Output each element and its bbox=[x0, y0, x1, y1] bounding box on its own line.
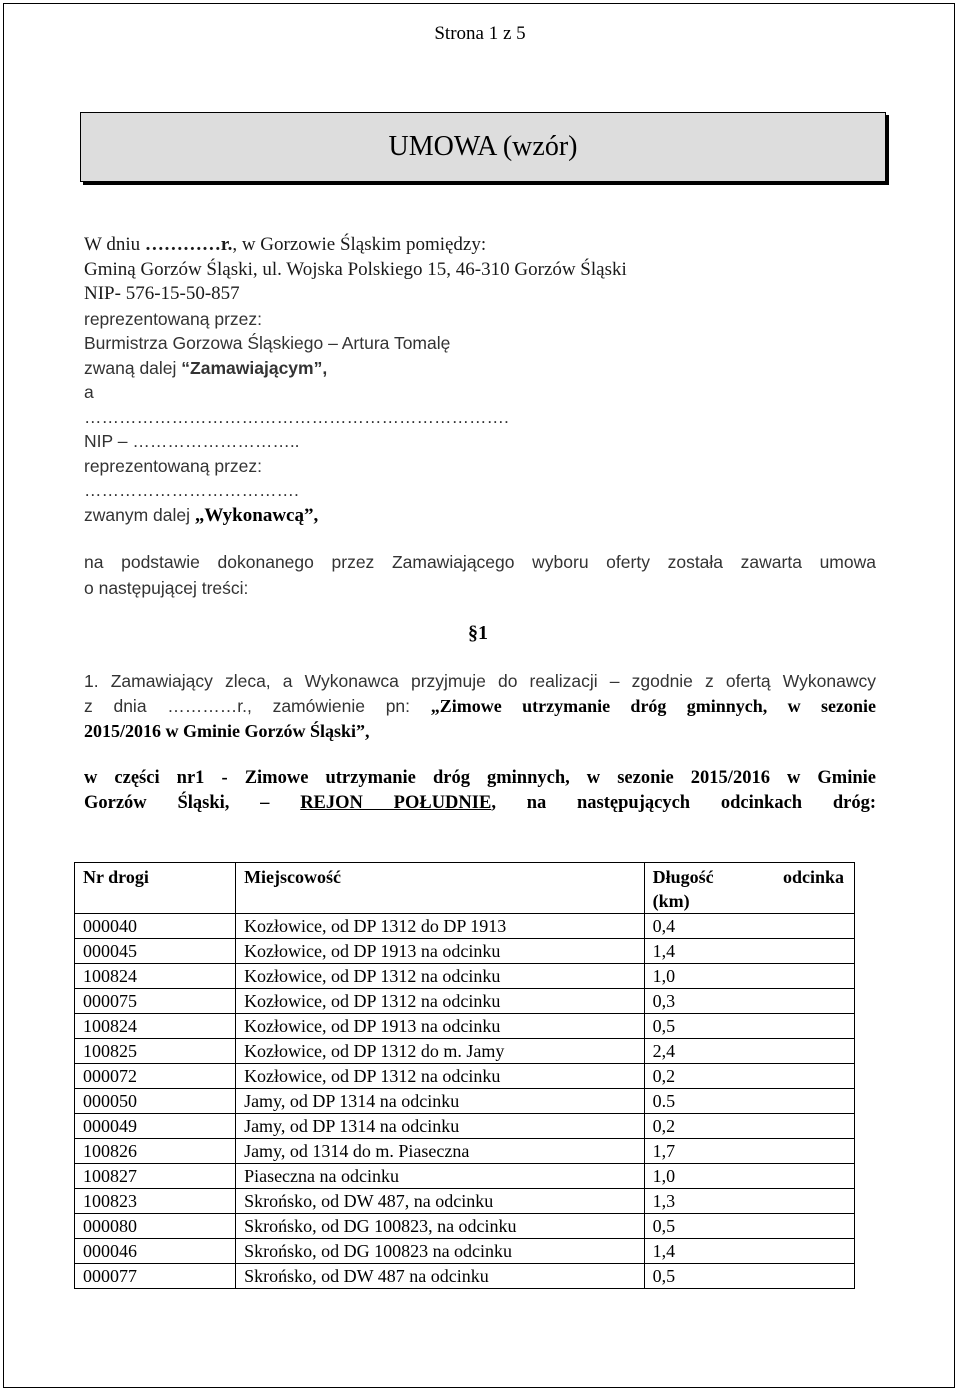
locality-cell: Piaseczna na odcinku bbox=[236, 1164, 645, 1189]
contractor-nip: NIP – ……………………….. bbox=[84, 431, 300, 451]
part-prefix: Gorzów Śląski, – bbox=[84, 793, 270, 813]
called-contractor-line bbox=[84, 503, 884, 529]
clause-date: z dnia …………r. bbox=[84, 696, 247, 716]
clause-line-3: 2015/2016 w Gminie Gorzów Śląski”, bbox=[84, 721, 370, 741]
road-number-cell: 100827 bbox=[75, 1164, 236, 1189]
header-locality: Miejscowość bbox=[236, 863, 645, 914]
date-prefix: W dniu bbox=[84, 234, 145, 255]
length-cell: 1,0 bbox=[644, 964, 854, 989]
locality-cell: Kozłowice, od DP 1312 na odcinku bbox=[236, 989, 645, 1014]
title-box bbox=[80, 112, 886, 182]
locality-cell: Skrońsko, od DG 100823, na odcinku bbox=[236, 1214, 645, 1239]
table-body bbox=[75, 914, 855, 1289]
representative-placeholder: ………………………………. bbox=[84, 480, 299, 500]
road-number-cell: 100824 bbox=[75, 964, 236, 989]
order-name-start: „Zimowe utrzymanie dróg gminnych, w sezonie bbox=[430, 696, 876, 716]
table-header-row bbox=[75, 863, 855, 914]
called-prefix-2: zwanym dalej bbox=[84, 504, 195, 525]
road-number-cell: 000077 bbox=[75, 1264, 236, 1289]
part-suffix: , na następujących odcinkach dróg: bbox=[491, 793, 876, 813]
locality-cell: Jamy, od DP 1314 na odcinku bbox=[236, 1114, 645, 1139]
document-title: UMOWA (wzór) bbox=[388, 131, 578, 162]
parties-section bbox=[84, 233, 884, 528]
table-row bbox=[75, 939, 855, 964]
road-number-cell: 000040 bbox=[75, 914, 236, 939]
length-cell: 0,5 bbox=[644, 1214, 854, 1239]
intro-paragraph bbox=[84, 549, 876, 601]
and-line: a bbox=[84, 382, 94, 402]
part-line-1: w części nr1 - Zimowe utrzymanie dróg gminnych, w sezonie 2015/2016 w Gminie bbox=[84, 768, 876, 788]
length-cell: 1,0 bbox=[644, 1164, 854, 1189]
table-row bbox=[75, 1189, 855, 1214]
clause-1 bbox=[84, 669, 876, 744]
locality-cell: Kozłowice, od DP 1312 na odcinku bbox=[236, 964, 645, 989]
length-cell: 0.5 bbox=[644, 1089, 854, 1114]
table-row bbox=[75, 1139, 855, 1164]
header-length-word1: Długość bbox=[652, 867, 714, 887]
table-row bbox=[75, 1239, 855, 1264]
length-cell: 0,5 bbox=[644, 1014, 854, 1039]
represented-by-label-2: reprezentowaną przez: bbox=[84, 455, 263, 476]
road-number-cell: 000046 bbox=[75, 1239, 236, 1264]
table-row bbox=[75, 989, 855, 1014]
road-number-cell: 000075 bbox=[75, 989, 236, 1014]
length-cell: 1,4 bbox=[644, 1239, 854, 1264]
road-number-cell: 000050 bbox=[75, 1089, 236, 1114]
length-cell: 0,2 bbox=[644, 1064, 854, 1089]
region-name: REJON POŁUDNIE bbox=[300, 793, 492, 813]
road-number-cell: 000072 bbox=[75, 1064, 236, 1089]
mayor-line: Burmistrza Gorzowa Śląskiego – Artura Tomalę bbox=[84, 333, 451, 353]
locality-cell: Jamy, od DP 1314 na odcinku bbox=[236, 1089, 645, 1114]
clause-order-label: , zamówienie pn: bbox=[247, 696, 431, 716]
header-road-no: Nr drogi bbox=[75, 863, 236, 914]
length-cell: 0,2 bbox=[644, 1114, 854, 1139]
page-counter: Strona 1 z 5 bbox=[434, 23, 526, 44]
called-prefix: zwaną dalej bbox=[84, 357, 182, 378]
length-cell: 0,5 bbox=[644, 1264, 854, 1289]
header-length-unit: (km) bbox=[652, 891, 690, 911]
intro-line-1: na podstawie dokonanego przez Zamawiającego wyboru oferty została zawarta umowa bbox=[84, 552, 876, 572]
locality-cell: Kozłowice, od DP 1312 na odcinku bbox=[236, 1064, 645, 1089]
length-cell: 0,3 bbox=[644, 989, 854, 1014]
ordering-party-name: “Zamawiającym”, bbox=[181, 357, 328, 378]
locality-cell: Kozłowice, od DP 1913 na odcinku bbox=[236, 1014, 645, 1039]
length-cell: 1,4 bbox=[644, 939, 854, 964]
table-row bbox=[75, 1064, 855, 1089]
roads-table bbox=[74, 862, 855, 1289]
road-number-cell: 000049 bbox=[75, 1114, 236, 1139]
locality-cell: Kozłowice, od DP 1312 do m. Jamy bbox=[236, 1039, 645, 1064]
represented-by-label: reprezentowaną przez: bbox=[84, 308, 263, 329]
contractor-name: „Wykonawcą”, bbox=[194, 504, 319, 526]
table-row bbox=[75, 914, 855, 939]
table-row bbox=[75, 1164, 855, 1189]
nip-line: NIP- 576-15-50-857 bbox=[84, 283, 240, 304]
intro-line-2: o następującej treści: bbox=[84, 578, 249, 598]
road-number-cell: 100825 bbox=[75, 1039, 236, 1064]
date-dots: …………r. bbox=[144, 234, 233, 255]
section-heading: §1 bbox=[468, 622, 488, 644]
contractor-placeholder: ………………………………………………………………. bbox=[84, 406, 509, 427]
locality-cell: Skrońsko, od DW 487 na odcinku bbox=[236, 1264, 645, 1289]
date-suffix: , w Gorzowie Śląskim pomiędzy: bbox=[232, 234, 487, 255]
locality-cell: Skrońsko, od DG 100823 na odcinku bbox=[236, 1239, 645, 1264]
table-row bbox=[75, 964, 855, 989]
road-number-cell: 100824 bbox=[75, 1014, 236, 1039]
road-number-cell: 100823 bbox=[75, 1189, 236, 1214]
road-number-cell: 000045 bbox=[75, 939, 236, 964]
road-number-cell: 100826 bbox=[75, 1139, 236, 1164]
length-cell: 2,4 bbox=[644, 1039, 854, 1064]
municipality-line: Gminą Gorzów Śląski, ul. Wojska Polskiego 15, 46-310 Gorzów Śląski bbox=[84, 258, 627, 280]
header-length-word2: odcinka bbox=[782, 867, 844, 887]
header-length bbox=[644, 863, 854, 914]
part-1 bbox=[84, 766, 876, 816]
table-row bbox=[75, 1089, 855, 1114]
table-row bbox=[75, 1039, 855, 1064]
table-row bbox=[75, 1264, 855, 1289]
locality-cell: Kozłowice, od DP 1913 na odcinku bbox=[236, 939, 645, 964]
date-line bbox=[84, 233, 884, 258]
locality-cell: Kozłowice, od DP 1312 do DP 1913 bbox=[236, 914, 645, 939]
part-line-2 bbox=[84, 791, 876, 816]
table-row bbox=[75, 1214, 855, 1239]
length-cell: 0,4 bbox=[644, 914, 854, 939]
locality-cell: Skrońsko, od DW 487, na odcinku bbox=[236, 1189, 645, 1214]
length-cell: 1,7 bbox=[644, 1139, 854, 1164]
table-row bbox=[75, 1114, 855, 1139]
road-number-cell: 000080 bbox=[75, 1214, 236, 1239]
clause-line-2 bbox=[84, 694, 876, 719]
locality-cell: Jamy, od 1314 do m. Piaseczna bbox=[236, 1139, 645, 1164]
clause-line-1: 1. Zamawiający zleca, a Wykonawca przyjmuje do realizacji – zgodnie z ofertą Wykonawcy bbox=[84, 671, 876, 691]
called-ordering-party-line bbox=[84, 356, 884, 381]
length-cell: 1,3 bbox=[644, 1189, 854, 1214]
table-row bbox=[75, 1014, 855, 1039]
